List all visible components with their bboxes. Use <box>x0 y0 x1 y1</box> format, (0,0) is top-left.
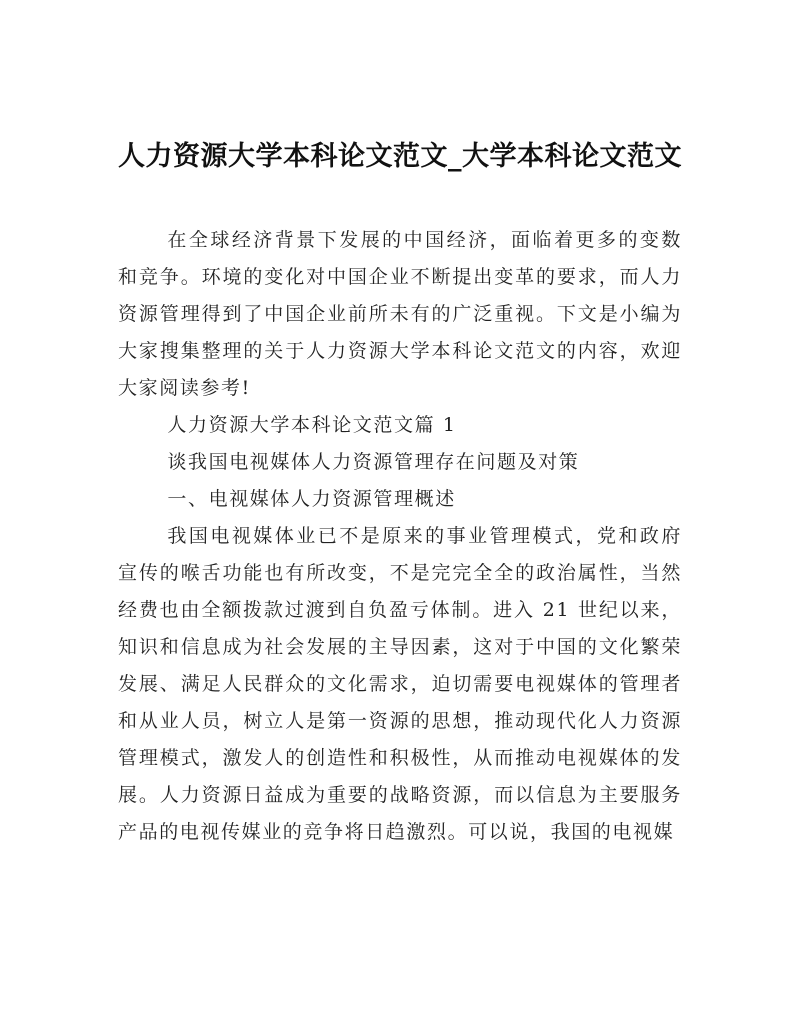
document-title: 人力资源大学本科论文范文_大学本科论文范文 <box>118 141 682 172</box>
document-body <box>118 222 682 851</box>
article-subtitle: 谈我国电视媒体人力资源管理存在问题及对策 <box>167 451 580 473</box>
body-paragraph: 我国电视媒体业已不是原来的事业管理模式，党和政府宣传的喉舌功能也有所改变，不是完完全全的政治属性，当然经费也由全额拨款过渡到自负盈亏体制。进入 21 世纪以来，知识和信息成为社会发展的主导因素，这对于中国的文化繁荣发展、满足人民群众的文化需求，迫切需要电视媒体的管理者和从业人员，树立人是第一资源的思想，推动现代化人力资源管理模式，激发人的创造性和积极性，从而推动电视媒体的发展。人力资源日益成为重要的战略资源，而以信息为主要服务产品的电视传媒业的竞争将日趋激烈。可以说，我国的电视媒 <box>118 525 682 843</box>
intro-paragraph: 在全球经济背景下发展的中国经济，面临着更多的变数和竞争。环境的变化对中国企业不断提出变革的要求，而人力资源管理得到了中国企业前所未有的广泛重视。下文是小编为大家搜集整理的关于人力资源大学本科论文范文的内容，欢迎大家阅读参考! <box>118 229 682 399</box>
article-heading: 人力资源大学本科论文范文篇 1 <box>167 414 457 436</box>
section-heading: 一、电视媒体人力资源管理概述 <box>167 488 456 510</box>
